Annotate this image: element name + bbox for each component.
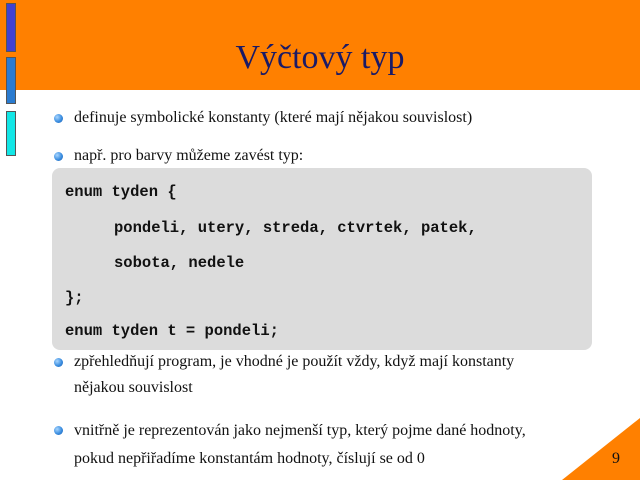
accent-square-bottom xyxy=(6,111,16,156)
bullet-text-2: např. pro barvy můžeme zavést typ: xyxy=(74,147,304,164)
slide-title: Výčtový typ xyxy=(235,39,405,76)
code-line-4: }; xyxy=(65,289,84,307)
bullet-text-1: definuje symbolické konstanty (které mají nějakou souvislost) xyxy=(74,109,473,126)
bullet-text-3-line-2: nějakou souvislost xyxy=(74,379,193,396)
bullet-dot-icon xyxy=(54,114,63,123)
code-line-1: enum tyden { xyxy=(65,183,177,201)
bullet-text-4-line-1: vnitřně je reprezentován jako nejmenší typ, který pojme dané hodnoty, xyxy=(74,422,526,439)
code-line-5: enum tyden t = pondeli; xyxy=(65,322,279,340)
page-number: 9 xyxy=(612,450,620,467)
bullet-dot-icon xyxy=(54,358,63,367)
bullet-dot-icon xyxy=(54,152,63,161)
code-line-3: sobota, nedele xyxy=(114,254,245,272)
bullet-text-4-line-2: pokud nepřiřadíme konstantám hodnoty, číslují se od 0 xyxy=(74,450,425,467)
bullet-text-3-line-1: zpřehledňují program, je vhodné je použít vždy, když mají konstanty xyxy=(74,353,515,370)
code-line-2: pondeli, utery, streda, ctvrtek, patek, xyxy=(114,219,477,237)
corner-triangle xyxy=(562,418,640,480)
bullet-dot-icon xyxy=(54,426,63,435)
